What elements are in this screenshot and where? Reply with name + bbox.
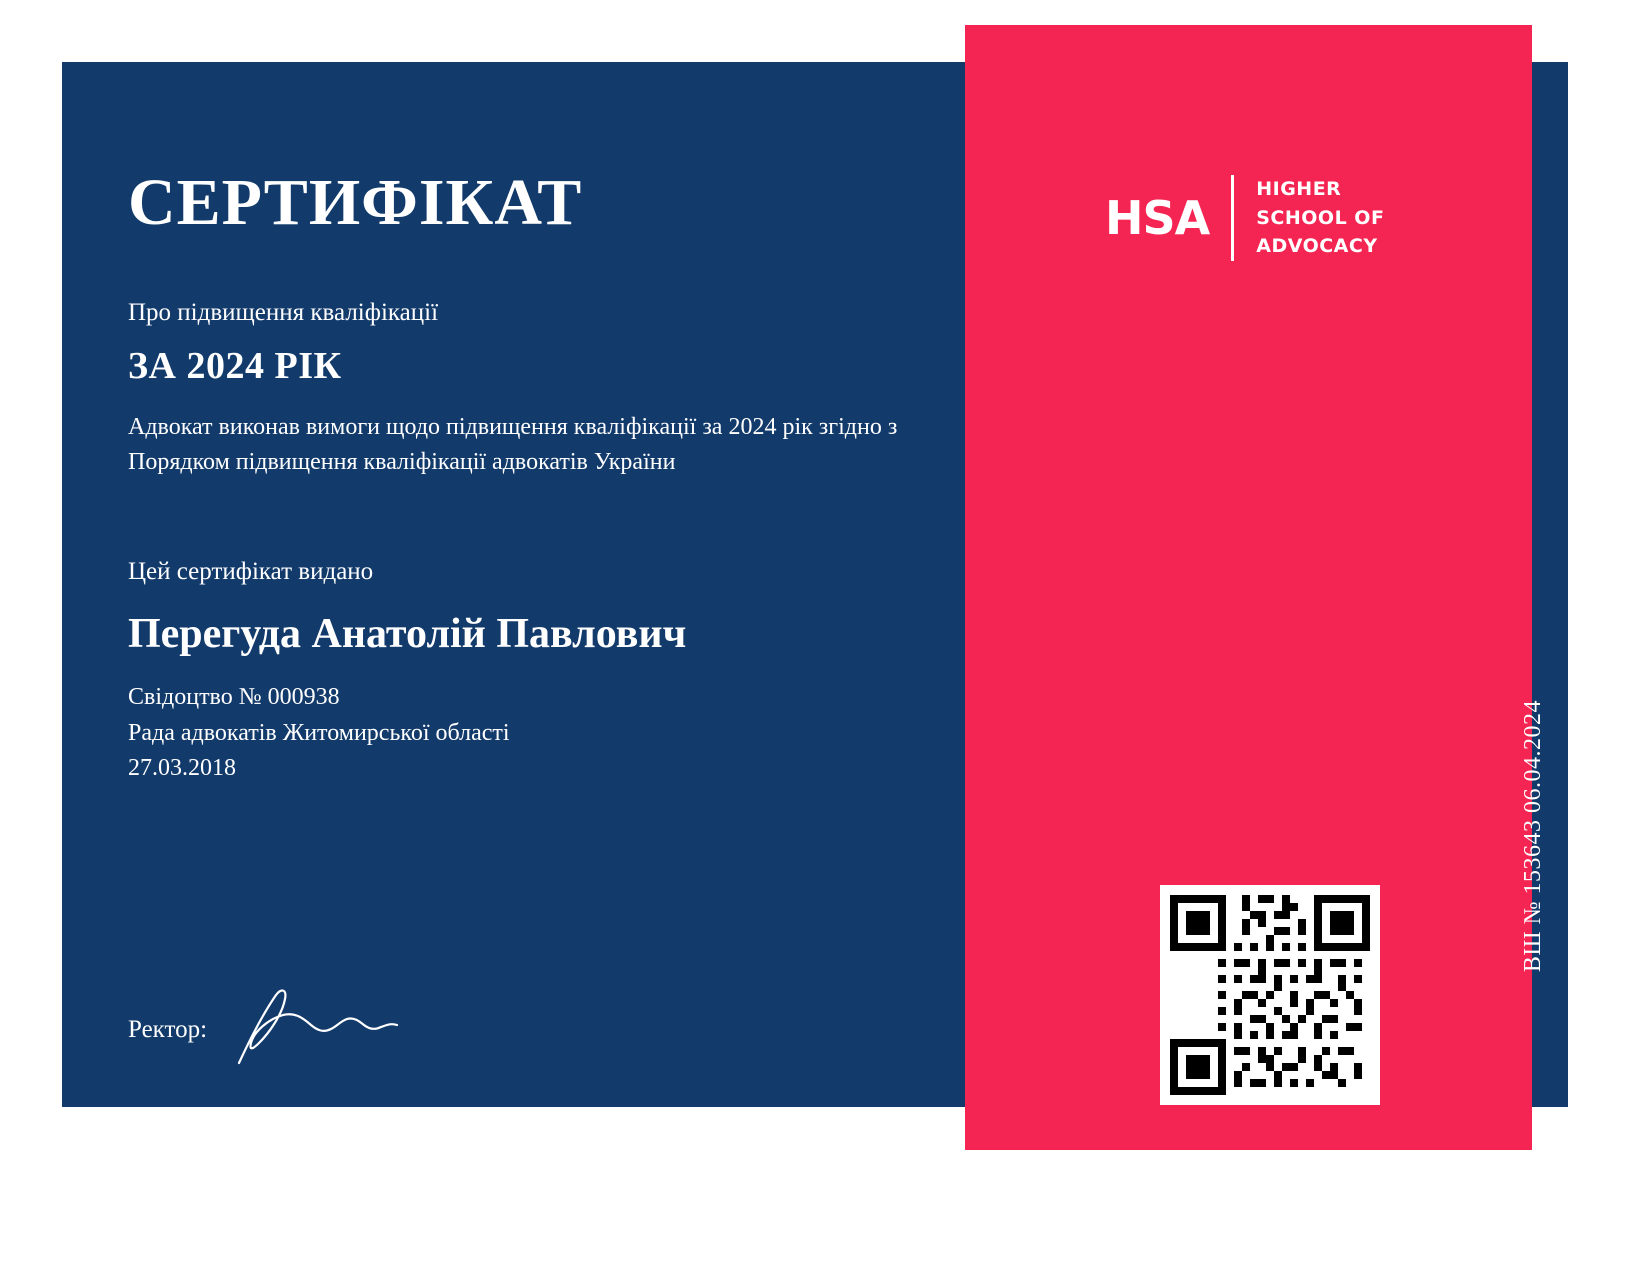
certificate-content [128, 166, 928, 786]
recipient-name: Перегуда Анатолій Павлович [128, 610, 687, 657]
qr-code-icon[interactable] [1160, 885, 1380, 1105]
signature-icon [221, 985, 411, 1075]
logo-text [1256, 175, 1384, 261]
logo-text-line1: HIGHER [1256, 178, 1342, 201]
certificate-subtitle: Про підвищення кваліфікації [128, 299, 439, 326]
rector-signature-block [128, 985, 411, 1075]
issued-to-label: Цей сертифікат видано [128, 557, 374, 585]
logo-divider [1231, 175, 1234, 261]
logo-text-line3: ADVOCACY [1256, 235, 1378, 258]
page-title: СЕРТИФІКАТ [128, 166, 583, 239]
logo-text-line2: SCHOOL OF [1256, 206, 1385, 229]
issue-date: 27.03.2018 [128, 754, 236, 781]
issuing-council: Рада адвокатів Житомирської області [128, 719, 510, 746]
logo-mark: HSA [1105, 191, 1210, 245]
hsa-logo [1105, 175, 1384, 261]
certificate-year: ЗА 2024 РІК [128, 345, 342, 387]
certificate-description: Адвокат виконав вимоги щодо підвищення кваліфікації за 2024 рік згідно з Порядком підвищення кваліфікації адвокатів України [128, 414, 898, 475]
serial-number: ВШ № 153643 06.04.2024 [1520, 700, 1546, 973]
license-number: Свідоцтво № 000938 [128, 684, 340, 711]
rector-label: Ректор: [128, 1016, 208, 1043]
